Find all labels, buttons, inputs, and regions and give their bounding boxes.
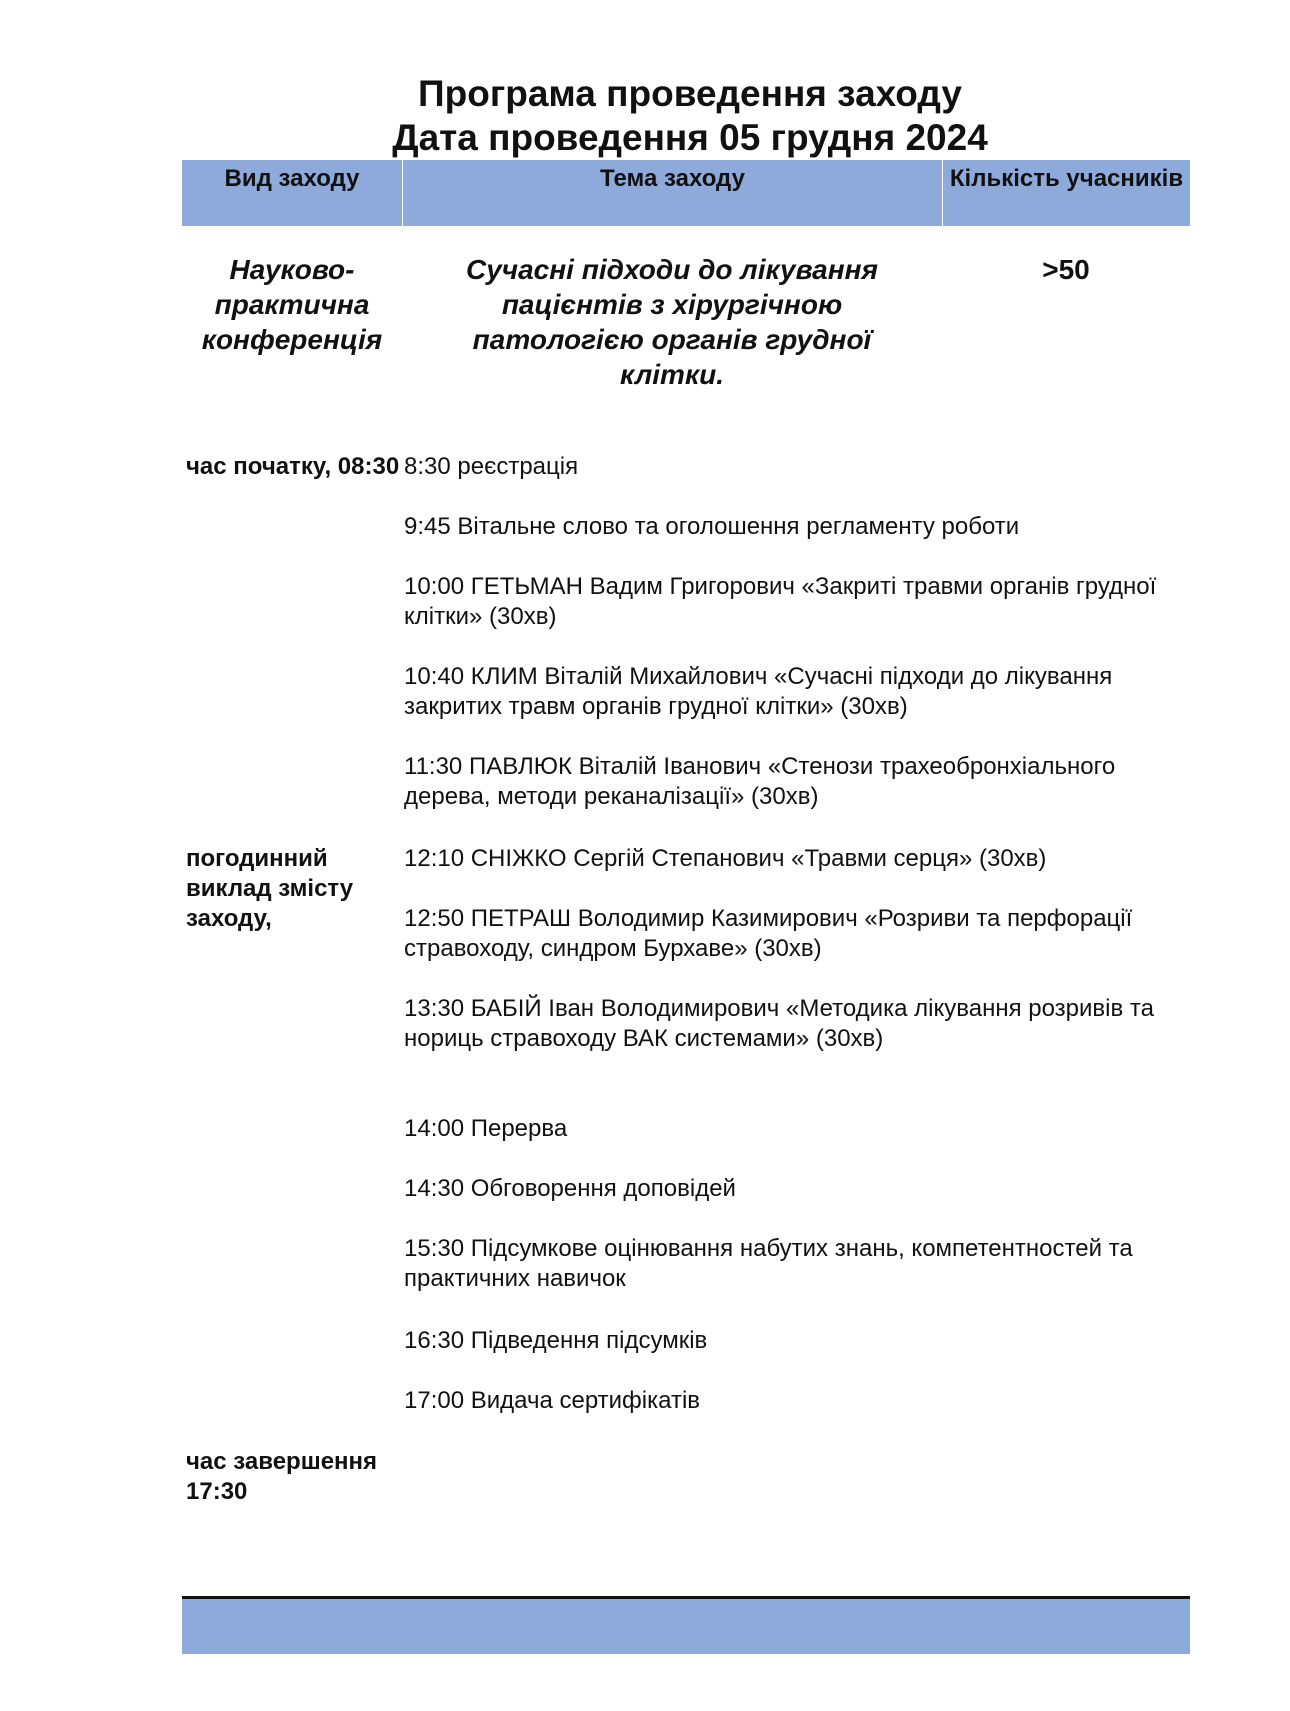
participant-count: >50 [1042,254,1090,285]
end-time-label: час завершення 17:30 [186,1448,378,1505]
schedule-item: 14:00 Перерва [404,1115,568,1142]
schedule-item: 15:30 Підсумкове оцінювання набутих знань, компетентностей та практичних навичок [404,1235,1133,1292]
schedule-item: 8:30 реєстрація [404,453,579,480]
event-date-title: Дата проведення 05 грудня 2024 [392,117,988,158]
schedule-item: 10:00 ГЕТЬМАН Вадим Григорович «Закриті травми органів грудної клітки» (30хв) [404,573,1157,630]
schedule-item: 17:00 Видача сертифікатів [404,1387,701,1414]
schedule-item: 11:30 ПАВЛЮК Віталій Іванович «Стенози трахеобронхіального дерева, методи реканалізації» (30хв) [404,753,1116,810]
footer-band [182,1599,1190,1654]
table-header [182,160,1190,226]
schedule-item: 12:50 ПЕТРАШ Володимир Казимирович «Розриви та перфорації стравоходу, синдром Бурхаве» (30хв) [404,905,1133,962]
schedule-item: 14:30 Обговорення доповідей [404,1175,736,1202]
start-time-label: час початку, 08:30 [186,453,400,480]
header-event-topic: Тема заходу [402,160,942,226]
schedule-item: 9:45 Вітальне слово та оголошення регламенту роботи [404,513,1020,540]
schedule-item: 10:40 КЛИМ Віталій Михайлович «Сучасні підходи до лікування закритих травм органів грудної клітки» (30хв) [404,663,1113,720]
event-topic: Сучасні підходи до лікування пацієнтів з хірургічною патологією органів грудної клітки. [465,254,878,390]
hourly-schedule-label: погодинний виклад змісту заходу, [186,845,354,932]
schedule-item: 16:30 Підведення підсумків [404,1327,708,1354]
schedule-item: 13:30 БАБІЙ Іван Володимирович «Методика лікування розривів та нориць стравоходу ВАК системами» (30хв) [404,995,1154,1052]
header-event-type: Вид заходу [224,165,360,192]
header-participant-count: Кількість учасників [942,160,1190,226]
document-title: Програма проведення заходу [418,73,962,114]
schedule-item: 12:10 СНІЖКО Сергій Степанович «Травми серця» (30хв) [404,845,1047,872]
event-type: Науково-практична конференція [201,254,383,355]
